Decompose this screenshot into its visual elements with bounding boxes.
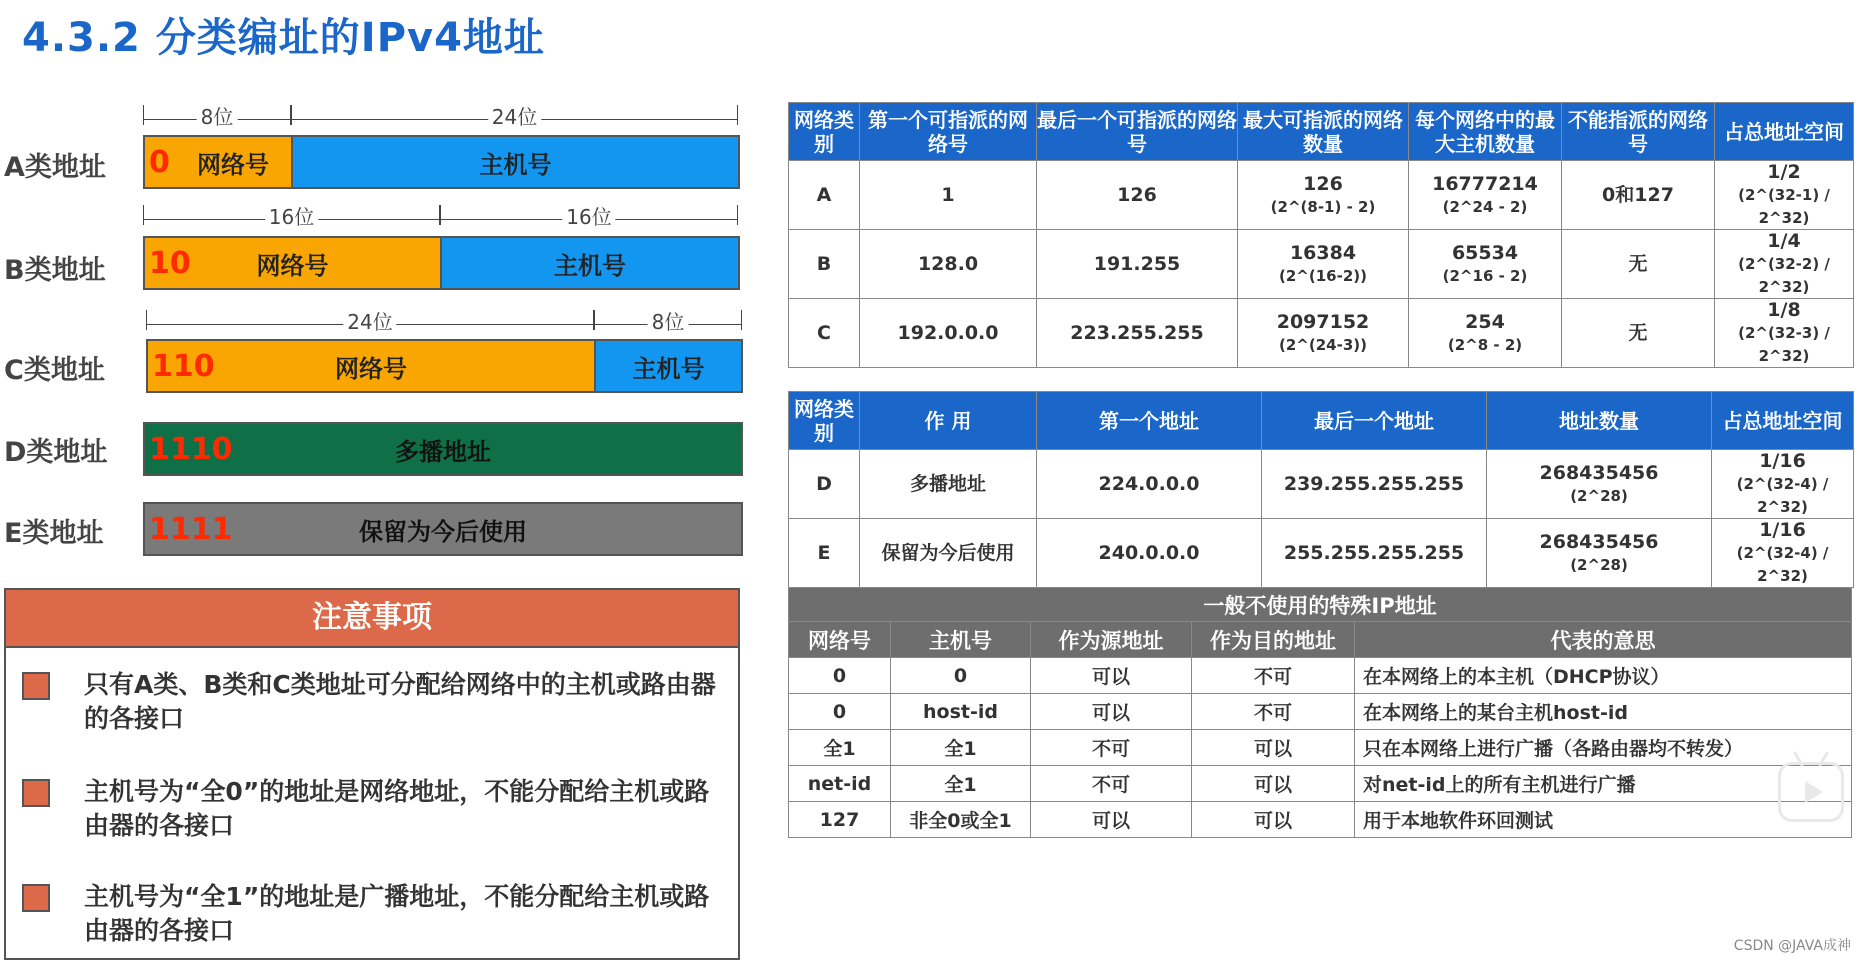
- class-e-prefix: 1111: [149, 511, 233, 547]
- class-c-net-text: 网络号: [335, 354, 407, 383]
- table-row: 全1 全1 不可 可以 只在本网络上进行广播（各路由器均不转发）: [789, 730, 1852, 766]
- class-c-net-segment: [148, 341, 596, 391]
- bilibili-logo-icon: [1778, 762, 1844, 822]
- class-c-prefix: 110: [152, 348, 215, 384]
- class-a-host-segment: 主机号: [293, 137, 738, 187]
- table-row: D 多播地址 224.0.0.0 239.255.255.255 268435456 (2^28) 1/16 (2^(32-4) / 2^32): [789, 450, 1854, 519]
- class-d-prefix: 1110: [149, 431, 233, 467]
- class-e-text: 保留为今后使用: [359, 517, 527, 546]
- class-e-bar: [143, 502, 743, 556]
- class-b-host-segment: 主机号: [442, 238, 738, 288]
- table-row: C 192.0.0.0 223.255.255 2097152 (2^(24-3)) 254 (2^8 - 2) 无 1/8 (2^(32-3) / 2^32): [789, 299, 1854, 368]
- table-header-row: 网络类别 作 用 第一个地址 最后一个地址 地址数量 占总地址空间: [789, 392, 1854, 450]
- table-caption-row: [789, 588, 1852, 622]
- class-a-label: A类地址: [4, 152, 106, 183]
- class-b-bar: [143, 236, 740, 290]
- class-b-net-segment: [145, 238, 442, 288]
- table-header-row: 网络号 主机号 作为源地址 作为目的地址 代表的意思: [789, 622, 1852, 658]
- note-item: 主机号为“全0”的地址是网络地址，不能分配给主机或路由器的各接口: [22, 775, 722, 843]
- class-d-label: D类地址: [4, 437, 108, 468]
- class-a-net-bits: 8位: [143, 105, 291, 125]
- table-row: 0 host-id 可以 不可 在本网络上的某台主机host-id: [789, 694, 1852, 730]
- class-b-label: B类地址: [4, 255, 106, 286]
- class-d-segment: [145, 424, 741, 474]
- table-header-row: 网络类别 第一个可指派的网络号 最后一个可指派的网络号 最大可指派的网络数量 每个网络中的最大主机数量 不能指派的网络号 占总地址空间: [789, 103, 1854, 161]
- table-row: 127 非全0或全1 可以 可以 用于本地软件环回测试: [789, 802, 1852, 838]
- class-c-net-bits: 24位: [146, 310, 594, 330]
- class-abc-table: [788, 102, 1854, 368]
- bullet-square-icon: [22, 884, 50, 912]
- special-ip-table: [788, 587, 1852, 838]
- table-row: E 保留为今后使用 240.0.0.0 255.255.255.255 268435456 (2^28) 1/16 (2^(32-4) / 2^32): [789, 519, 1854, 588]
- class-d-text: 多播地址: [395, 437, 491, 466]
- class-b-host-bits: 16位: [440, 205, 738, 225]
- page-title: 4.3.2 分类编址的IPv4地址: [22, 15, 545, 61]
- notes-title: 注意事项: [6, 590, 738, 648]
- class-a-prefix: 0: [149, 144, 170, 180]
- class-a-net-segment: [145, 137, 293, 187]
- special-ip-caption: 一般不使用的特殊IP地址: [789, 588, 1852, 622]
- table-row: B 128.0 191.255 16384 (2^(16-2)) 65534 (2^16 - 2) 无 1/4 (2^(32-2) / 2^32): [789, 230, 1854, 299]
- note-item: 主机号为“全1”的地址是广播地址，不能分配给主机或路由器的各接口: [22, 880, 722, 948]
- class-c-bar: [146, 339, 743, 393]
- class-c-label: C类地址: [4, 355, 105, 386]
- table-row: A 1 126 126 (2^(8-1) - 2) 16777214 (2^24 - 2) 0和127 1/2 (2^(32-1) / 2^32): [789, 161, 1854, 230]
- class-b-net-bits: 16位: [143, 205, 440, 225]
- class-e-label: E类地址: [4, 518, 104, 549]
- class-c-host-segment: 主机号: [596, 341, 741, 391]
- note-item: 只有A类、B类和C类地址可分配给网络中的主机或路由器的各接口: [22, 668, 722, 736]
- class-a-host-bits: 24位: [291, 105, 738, 125]
- watermark: CSDN @JAVA成神: [1733, 938, 1851, 954]
- class-e-segment: [145, 504, 741, 554]
- notes-panel: [4, 588, 740, 960]
- table-row: net-id 全1 不可 可以 对net-id上的所有主机进行广播: [789, 766, 1852, 802]
- bullet-square-icon: [22, 672, 50, 700]
- class-b-net-text: 网络号: [256, 251, 329, 280]
- table-row: 0 0 可以 不可 在本网络上的本主机（DHCP协议）: [789, 658, 1852, 694]
- class-d-bar: [143, 422, 743, 476]
- class-c-host-bits: 8位: [594, 310, 742, 330]
- class-b-prefix: 10: [149, 245, 191, 281]
- class-a-net-text: 网络号: [197, 150, 269, 179]
- class-a-bar: [143, 135, 740, 189]
- bullet-square-icon: [22, 779, 50, 807]
- class-de-table: [788, 391, 1854, 588]
